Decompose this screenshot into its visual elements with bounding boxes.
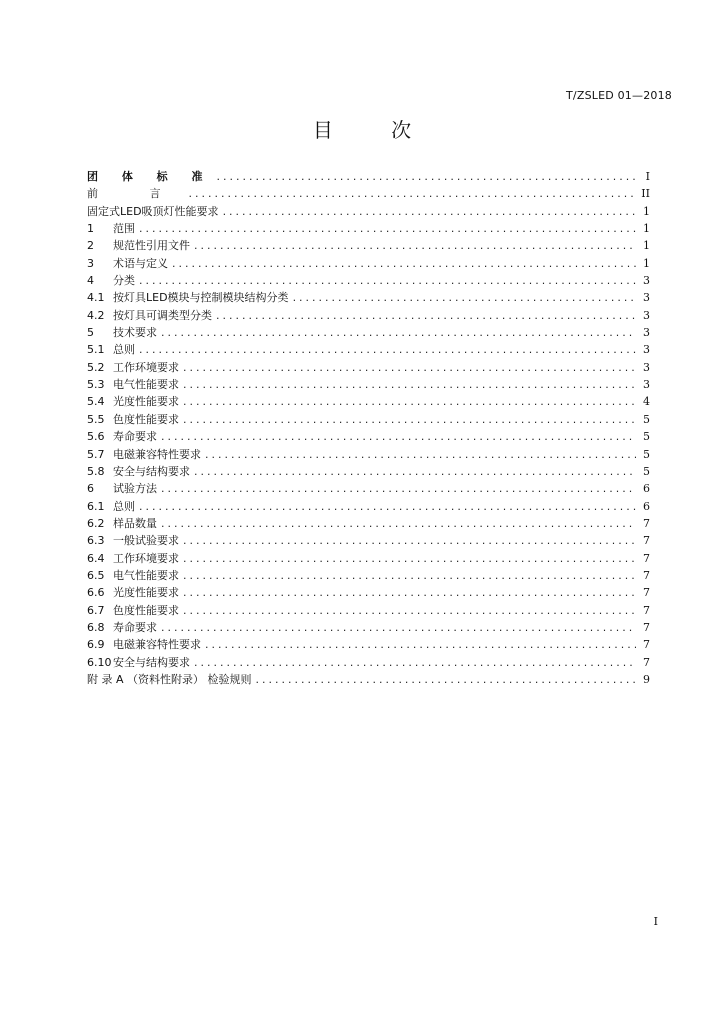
toc-entry[interactable] (87, 185, 650, 202)
toc-leader-dots (217, 168, 637, 185)
toc-leader-dots (183, 359, 636, 376)
toc-leader-dots (161, 515, 636, 532)
toc-entry-number: 2 (87, 239, 94, 253)
toc-entry-page: 7 (643, 638, 650, 652)
toc-entry-page: 1 (643, 256, 650, 270)
toc-entry-label: 术语与定义 (113, 256, 168, 270)
toc-entry-page: I (645, 170, 650, 183)
toc-entry-number: 6.7 (87, 603, 105, 617)
toc-entry-number: 5.8 (87, 464, 105, 478)
toc-entry[interactable] (87, 619, 650, 636)
toc-leader-dots (139, 341, 636, 358)
toc-entry-number: 6.8 (87, 620, 105, 634)
toc-leader-dots (194, 237, 636, 254)
toc-entry[interactable] (87, 654, 650, 671)
toc-entry-number: 5.1 (87, 343, 105, 357)
document-code: T/ZSLED 01—2018 (566, 89, 672, 102)
toc-entry-label: 范围 (113, 222, 135, 236)
toc-entry[interactable] (87, 567, 650, 584)
toc-entry-number: 5.4 (87, 395, 105, 409)
toc-entry-number: 5.6 (87, 430, 105, 444)
toc-leader-dots (216, 307, 636, 324)
toc-entry[interactable] (87, 168, 650, 185)
toc-entry-label: 寿命要求 (113, 620, 157, 634)
toc-leader-dots (194, 654, 636, 671)
toc-entry-number: 6 (87, 482, 94, 496)
toc-entry[interactable] (87, 220, 650, 237)
table-of-contents (87, 168, 650, 688)
toc-entry[interactable] (87, 237, 650, 254)
toc-entry-label: 光度性能要求 (113, 395, 179, 409)
toc-entry[interactable] (87, 428, 650, 445)
toc-entry[interactable] (87, 341, 650, 358)
toc-entry[interactable] (87, 272, 650, 289)
toc-entry-label: 附 录 A （资料性附录） 检验规则 (87, 672, 252, 686)
toc-entry-label: 电气性能要求 (113, 378, 179, 392)
toc-entry-number: 6.10 (87, 655, 112, 669)
toc-entry[interactable] (87, 584, 650, 601)
toc-entry[interactable] (87, 446, 650, 463)
toc-entry-label: 按灯具可调类型分类 (113, 308, 212, 322)
toc-entry-page: 7 (643, 568, 650, 582)
toc-entry-page: 7 (643, 655, 650, 669)
toc-entry-label: 工作环境要求 (113, 551, 179, 565)
toc-entry[interactable] (87, 498, 650, 515)
toc-leader-dots (256, 671, 636, 688)
toc-entry[interactable] (87, 393, 650, 410)
toc-entry-page: 7 (643, 603, 650, 617)
toc-entry-number: 6.2 (87, 516, 105, 530)
toc-entry-page: 7 (643, 534, 650, 548)
toc-entry-label: 安全与结构要求 (113, 464, 190, 478)
toc-entry-number: 5.2 (87, 360, 105, 374)
page-number: I (653, 915, 658, 928)
toc-entry-number: 5 (87, 326, 94, 340)
toc-leader-dots (139, 498, 636, 515)
toc-entry-number: 4 (87, 274, 94, 288)
toc-entry-page: 6 (643, 482, 650, 496)
toc-entry-page: 7 (643, 620, 650, 634)
toc-entry-number: 4.1 (87, 291, 105, 305)
toc-entry-page: 3 (643, 291, 650, 305)
toc-entry-number: 6.5 (87, 568, 105, 582)
toc-entry[interactable] (87, 255, 650, 272)
toc-entry-page: 7 (643, 586, 650, 600)
page-title: 目 次 (312, 118, 438, 142)
toc-entry[interactable] (87, 411, 650, 428)
toc-entry[interactable] (87, 376, 650, 393)
toc-leader-dots (223, 203, 636, 220)
toc-entry[interactable] (87, 602, 650, 619)
toc-leader-dots (205, 446, 636, 463)
toc-leader-dots (139, 272, 636, 289)
toc-entry-page: 5 (643, 430, 650, 444)
toc-entry[interactable] (87, 307, 650, 324)
toc-leader-dots (161, 619, 636, 636)
toc-entry-page: 3 (643, 360, 650, 374)
toc-entry-page: 5 (643, 447, 650, 461)
toc-entry-number: 5.5 (87, 412, 105, 426)
toc-leader-dots (139, 220, 636, 237)
toc-entry-label: 安全与结构要求 (113, 655, 190, 669)
toc-leader-dots (194, 463, 636, 480)
toc-leader-dots (183, 584, 636, 601)
toc-entry-number: 6.4 (87, 551, 105, 565)
toc-entry-label: 一般试验要求 (113, 534, 179, 548)
toc-leader-dots (183, 411, 636, 428)
toc-entry-label: 试验方法 (113, 482, 157, 496)
toc-leader-dots (189, 185, 637, 202)
toc-entry-label: 规范性引用文件 (113, 239, 190, 253)
toc-entry-page: 5 (643, 412, 650, 426)
toc-leader-dots (161, 324, 636, 341)
toc-entry-label: 团 体 标 准 (87, 170, 213, 183)
toc-entry[interactable] (87, 463, 650, 480)
toc-entry[interactable] (87, 550, 650, 567)
toc-entry-label: 技术要求 (113, 326, 157, 340)
toc-entry[interactable] (87, 480, 650, 497)
toc-entry-page: 3 (643, 343, 650, 357)
toc-entry-page: 1 (643, 222, 650, 236)
toc-leader-dots (205, 636, 636, 653)
toc-entry-label: 寿命要求 (113, 430, 157, 444)
toc-entry-page: 4 (643, 395, 650, 409)
toc-entry-number: 6.9 (87, 638, 105, 652)
toc-entry[interactable] (87, 359, 650, 376)
toc-entry[interactable] (87, 203, 650, 220)
toc-entry[interactable] (87, 515, 650, 532)
toc-entry-number: 5.3 (87, 378, 105, 392)
toc-entry-label: 按灯具LED模块与控制模块结构分类 (113, 291, 289, 305)
toc-entry-number: 3 (87, 256, 94, 270)
toc-entry-number: 4.2 (87, 308, 105, 322)
toc-entry-label: 电气性能要求 (113, 568, 179, 582)
toc-entry-page: 3 (643, 378, 650, 392)
toc-entry-page: 3 (643, 308, 650, 322)
toc-entry[interactable] (87, 289, 650, 306)
toc-entry-label: 电磁兼容特性要求 (113, 638, 201, 652)
toc-entry-page: 6 (643, 499, 650, 513)
toc-entry-page: II (641, 187, 650, 201)
toc-entry-label: 光度性能要求 (113, 586, 179, 600)
toc-entry-page: 5 (643, 464, 650, 478)
toc-entry-number: 6.3 (87, 534, 105, 548)
toc-entry-number: 5.7 (87, 447, 105, 461)
toc-leader-dots (183, 532, 636, 549)
toc-leader-dots (172, 255, 636, 272)
toc-leader-dots (183, 393, 636, 410)
toc-entry-label: 电磁兼容特性要求 (113, 447, 201, 461)
toc-entry-label: 分类 (113, 274, 135, 288)
toc-leader-dots (183, 602, 636, 619)
toc-entry-page: 3 (643, 326, 650, 340)
toc-entry-number: 6.1 (87, 499, 105, 513)
toc-entry-number: 6.6 (87, 586, 105, 600)
toc-leader-dots (183, 567, 636, 584)
toc-entry-label: 样品数量 (113, 516, 157, 530)
toc-entry-label: 固定式LED吸顶灯性能要求 (87, 204, 219, 218)
toc-entry[interactable] (87, 636, 650, 653)
toc-entry-page: 7 (643, 516, 650, 530)
toc-entry[interactable] (87, 532, 650, 549)
toc-leader-dots (183, 376, 636, 393)
toc-entry[interactable] (87, 324, 650, 341)
toc-entry-label: 总则 (113, 499, 135, 513)
toc-entry[interactable] (87, 671, 650, 688)
toc-leader-dots (183, 550, 636, 567)
toc-entry-page: 1 (643, 239, 650, 253)
toc-entry-page: 7 (643, 551, 650, 565)
toc-entry-page: 9 (643, 672, 650, 686)
toc-entry-label: 色度性能要求 (113, 412, 179, 426)
toc-entry-label: 前 言 (87, 187, 185, 201)
toc-entry-label: 总则 (113, 343, 135, 357)
toc-leader-dots (293, 289, 636, 306)
toc-leader-dots (161, 480, 636, 497)
toc-leader-dots (161, 428, 636, 445)
toc-entry-page: 1 (643, 204, 650, 218)
toc-entry-page: 3 (643, 274, 650, 288)
toc-entry-number: 1 (87, 222, 94, 236)
toc-entry-label: 工作环境要求 (113, 360, 179, 374)
toc-entry-label: 色度性能要求 (113, 603, 179, 617)
